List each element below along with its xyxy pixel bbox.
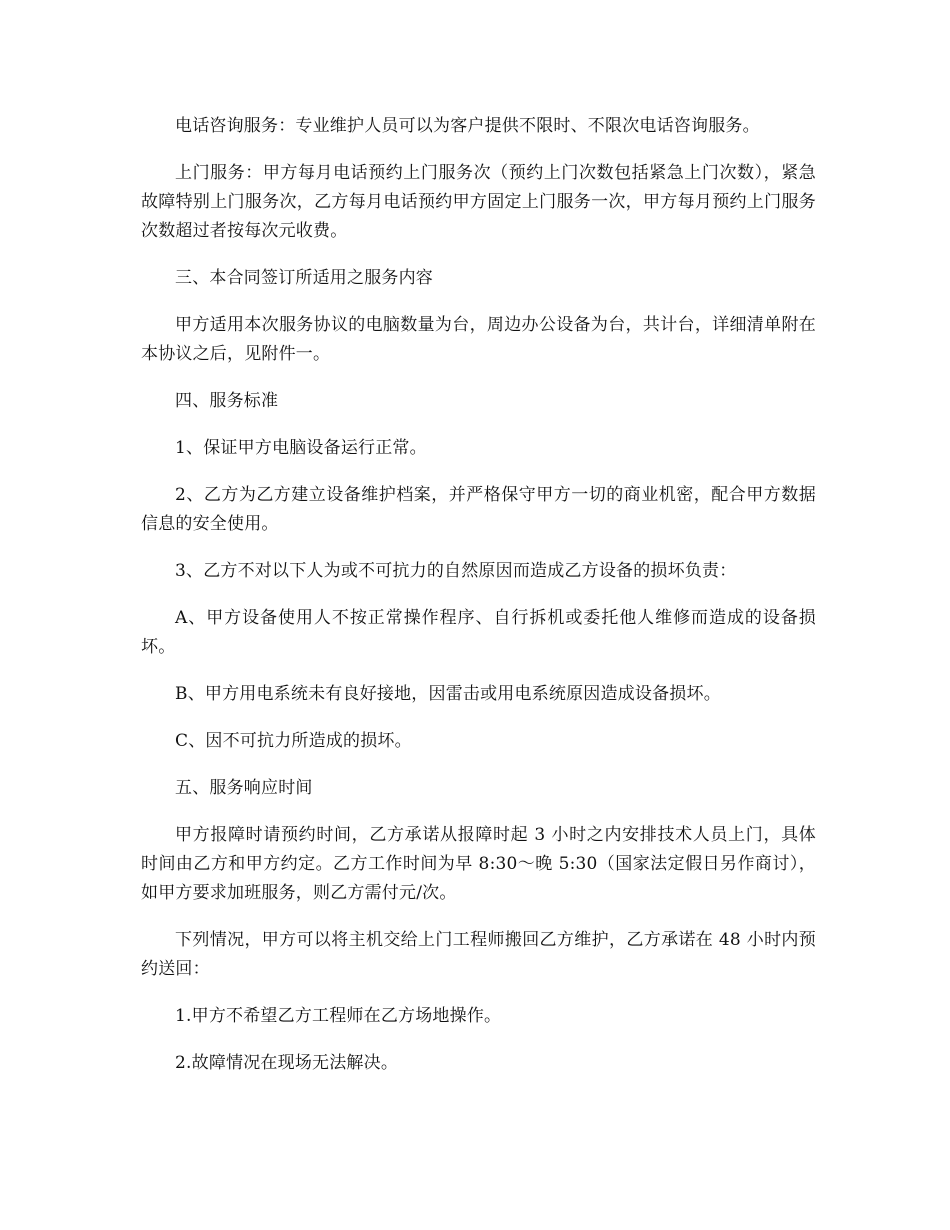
paragraph-device-count: 甲方适用本次服务协议的电脑数量为台，周边办公设备为台，共计台，详细清单附在本协议之后，见附件一。 [141,315,816,364]
paragraph-exclusion-a: A、甲方设备使用人不按正常操作程序、自行拆机或委托他人维修而造成的设备损坏。 [141,608,816,657]
paragraph-phone-consult: 电话咨询服务：专业维护人员可以为客户提供不限时、不限次电话咨询服务。 [175,116,760,136]
paragraph-standard-2: 2、乙方为乙方建立设备维护档案，并严格保守甲方一切的商业机密，配合甲方数据信息的安全使用。 [141,485,816,534]
heading-section-3: 三、本合同签订所适用之服务内容 [175,268,433,288]
paragraph-exclusion-b: B、甲方用电系统未有良好接地，因雷击或用电系统原因造成设备损坏。 [175,684,721,704]
paragraph-exclusion-c: C、因不可抗力所造成的损坏。 [175,731,412,751]
paragraph-standard-3: 3、乙方不对以下人为或不可抗力的自然原因而造成乙方设备的损坏负责： [175,561,737,581]
paragraph-onsite-service: 上门服务：甲方每月电话预约上门服务次（预约上门次数包括紧急上门次数），紧急故障特别上门服务次，乙方每月电话预约甲方固定上门服务一次，甲方每月预约上门服务次数超过者按每次元收费。 [141,163,816,241]
paragraph-return-conditions: 下列情况，甲方可以将主机交给上门工程师搬回乙方维护，乙方承诺在 48 小时内预约送回： [141,930,816,979]
heading-section-4: 四、服务标准 [175,391,279,411]
paragraph-standard-1: 1、保证甲方电脑设备运行正常。 [175,438,427,458]
paragraph-condition-1: 1.甲方不希望乙方工程师在乙方场地操作。 [175,1006,502,1026]
document-body [141,112,816,1096]
paragraph-response-time: 甲方报障时请预约时间，乙方承诺从报障时起 3 小时之内安排技术人员上门，具体时间由乙方和甲方约定。乙方工作时间为早 8:30～晚 5:30（国家法定假日另作商讨），如甲方要求加班服务，则乙方需付元/次。 [141,825,816,903]
paragraph-condition-2: 2.故障情况在现场无法解决。 [175,1053,399,1073]
heading-section-5: 五、服务响应时间 [175,778,313,798]
